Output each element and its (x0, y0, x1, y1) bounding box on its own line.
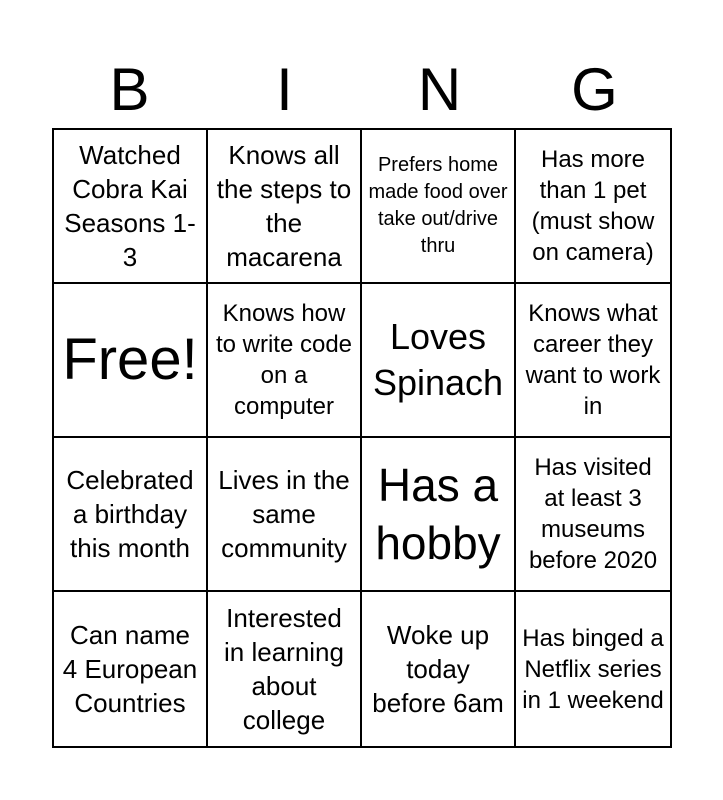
bingo-cell[interactable] (516, 284, 670, 438)
cell-text: Has a hobby (375, 459, 501, 569)
cell-text: Knows all the steps to the macarena (216, 140, 352, 272)
bingo-cell[interactable] (516, 438, 670, 592)
bingo-cell[interactable] (362, 592, 516, 746)
bingo-cell[interactable] (516, 592, 670, 746)
cell-text: Can name 4 European Countries (62, 620, 198, 718)
bingo-cell[interactable] (362, 130, 516, 284)
bingo-header (52, 52, 672, 128)
header-letter-n: N (417, 56, 462, 123)
header-letter-b: B (109, 56, 150, 123)
cell-text: Watched Cobra Kai Seasons 1-3 (64, 140, 196, 272)
cell-text: Has more than 1 pet (must show on camera) (531, 146, 655, 266)
cell-text: Has binged a Netflix series in 1 weekend (522, 624, 664, 714)
bingo-board (52, 128, 672, 748)
cell-text: Lives in the same community (218, 465, 350, 563)
bingo-cell[interactable] (208, 438, 362, 592)
cell-text: Prefers home made food over take out/drive thru (368, 154, 508, 257)
header-letter-i: I (276, 56, 293, 123)
cell-text: Celebrated a birthday this month (66, 465, 194, 563)
bingo-cell[interactable] (54, 592, 208, 746)
bingo-cell[interactable] (208, 592, 362, 746)
free-space-cell[interactable] (54, 284, 208, 438)
cell-text: Has visited at least 3 museums before 2020 (528, 454, 658, 574)
cell-text: Knows what career they want to work in (525, 300, 661, 420)
bingo-cell[interactable] (362, 284, 516, 438)
cell-text: Interested in learning about college (224, 603, 344, 735)
bingo-cell[interactable] (54, 130, 208, 284)
bingo-cell[interactable] (208, 130, 362, 284)
cell-text: Woke up today before 6am (372, 620, 504, 718)
cell-text: Loves Spinach (372, 316, 504, 403)
bingo-cell[interactable] (208, 284, 362, 438)
bingo-cell[interactable] (362, 438, 516, 592)
header-letter-g: G (571, 56, 618, 123)
bingo-cell[interactable] (54, 438, 208, 592)
bingo-cell[interactable] (516, 130, 670, 284)
cell-text: Knows how to write code on a computer (215, 300, 353, 420)
cell-text: Free! (62, 327, 198, 392)
